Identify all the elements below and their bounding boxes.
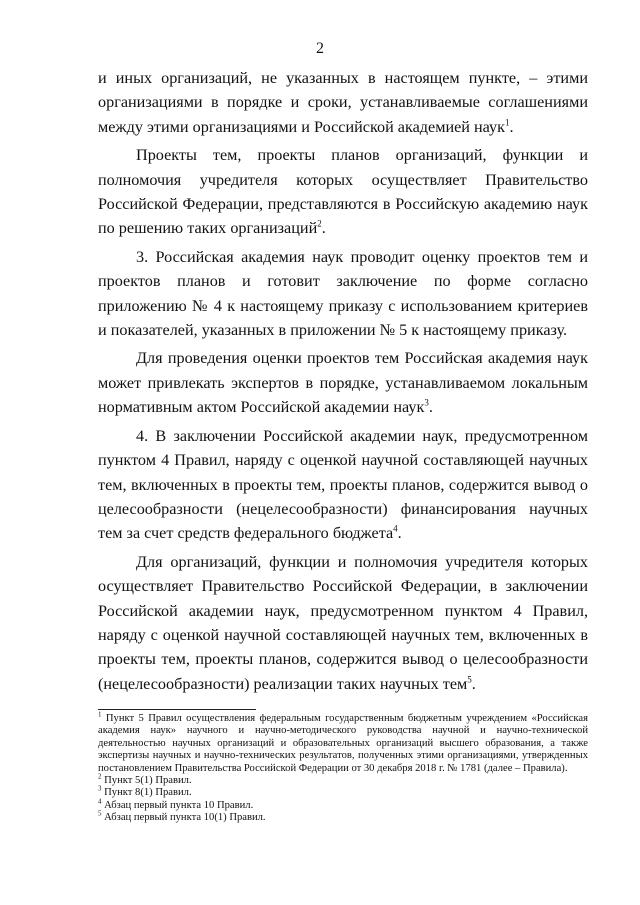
paragraph: Для организаций, функции и полномочия учредителя которых осуществляет Правительство Российской Федерации, в заключении Российской академии наук, предусмотренном пунктом 4 Правил, наряду с оценкой научной составляющей научных тем, включенных в проекты тем, проекты планов, содержится вывод о целесообразности (нецелесообразности) реализации таких научных тем$^5$. [98,552,588,693]
footnote: $^1$ Пункт 5 Правил осуществления федеральным государственным бюджетным учреждением «Российская академия наук» научного и научно-методического руководства научной и научно-технической деятельностью научных организаций и образовательных организаций высшего образования, а также экспертизы научных и научно-технических результатов, полученных этими организациями, утвержденных постановлением Правительства Российской Федерации от 30 декабря 2018 г. № 1781 (далее – Правила). [98,710,588,774]
body-text [98,66,588,700]
paragraph: Проекты тем, проекты планов организаций, функции и полномочия учредителя которых осуществляет Правительство Российской Федерации, представляются в Российскую академию наук по решению таких организаций$^2$. [98,146,588,238]
footnotes [98,710,588,825]
paragraph: и иных организаций, не указанных в настоящем пункте, – этими организациями в порядке и сроки, устанавливаемые соглашениями между этими организациями и Российской академией наук$^1$. [98,69,588,136]
footnote: $^5$ Абзац первый пункта 10(1) Правил. [98,809,266,824]
footnote-ref: 2 [317,219,322,230]
footnote-ref: 5 [467,674,472,685]
paragraph: Для проведения оценки проектов тем Российская академия наук может привлекать экспертов в порядке, устанавливаемом локальным нормативным актом Российской академии наук$^3$. [98,349,588,417]
footnote: $^2$ Пункт 5(1) Правил. [98,772,192,787]
paragraph: 4. В заключении Российской академии наук, предусмотренном пунктом 4 Правил, наряду с оценкой научной составляющей научных тем, включенных в проекты тем, проекты планов, содержится вывод о целесообразности (нецелесообразности) финансирования научных тем за счет средств федерального бюджета$^4$. [98,426,588,543]
footnote-ref: 3 [424,397,429,408]
page-number: 2 [316,40,324,57]
footnote: $^4$ Абзац первый пункта 10 Правил. [98,797,254,811]
paragraph: 3. Российская академия наук проводит оценку проектов тем и проектов планов и готовит заключение по форме согласно приложению № 4 к настоящему приказу с использованием критериев и показателей, указанных в приложении № 5 к настоящему приказу. [98,247,588,340]
footnote-separator [98,709,256,710]
footnote-ref: 4 [393,523,398,534]
footnote: $^3$ Пункт 8(1) Правил. [98,784,192,799]
footnote-ref: 1 [505,117,510,128]
